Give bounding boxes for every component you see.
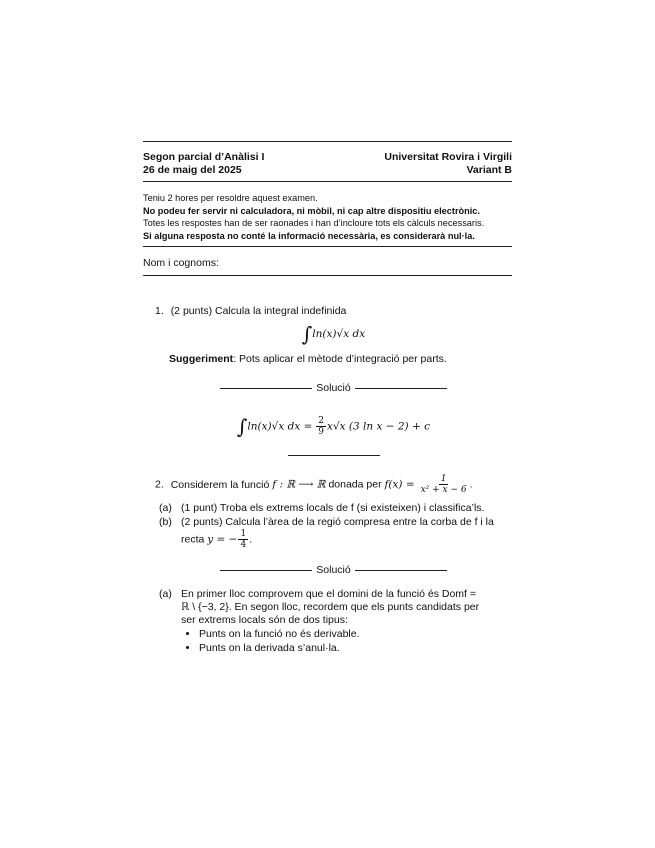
q2-number: 2.	[155, 478, 164, 491]
q2-solution-divider	[155, 564, 512, 576]
q2-b-label: (b)	[159, 516, 172, 529]
divider-right	[355, 570, 447, 571]
divider-left	[220, 570, 312, 571]
q1-integral	[155, 322, 512, 347]
name-rule	[143, 275, 512, 276]
q1-result-lhs: ln(x)√x dx =	[247, 420, 313, 433]
instruction-1: Teniu 2 hores per resoldre aquest examen.	[143, 193, 318, 203]
q1-frac-num: 2	[318, 416, 325, 427]
q1-solution-divider	[155, 382, 512, 394]
q1-solution-label: Solució	[316, 382, 351, 395]
instructions	[143, 192, 512, 242]
q2-b-eq: y = −	[207, 533, 238, 546]
question-2: 2. Considerem la funció f : ℝ ⟶ ℝ donada per f(x) = $\frac{1}{\text{x² + x − 6}}$ . (a) (1 punt) Troba els extrems locals de f (si existeixen) i classifica’ls. (b) (2 punts) Calcula l’àrea de la regió compresa entre la corba de f i la recta y = − $\frac{1}{4}$ . Solució (a) En primer lloc comprovem que el domini de la funció és Domf = ℝ \ {−3, 2}. En segon lloc, recordem que els punts candidats per ser extrems locals són de dos tipus: • Punts on la funció no és derivable. • Punts on la derivada s’anul·la.	[143, 474, 512, 655]
q2-b-text2: recta	[181, 533, 205, 546]
q1-hint-text: : Pots aplicar el mètode d’integració per parts.	[233, 353, 447, 366]
q2-given: donada per	[328, 478, 382, 491]
integral-sign-icon: ∫	[301, 322, 313, 347]
exam-variant: Variant B	[466, 164, 512, 176]
q2-sa-line1: En primer lloc comprovem que el domini de la funció és Domf =	[181, 588, 477, 601]
q2-intro: Considerem la funció	[170, 478, 270, 491]
q2-a-text: (1 punt) Troba els extrems locals de f (si existeixen) i classifica’ls.	[181, 502, 485, 515]
q2-fx: f(x) =	[384, 478, 415, 491]
q2-frac-den: x² + x − 6	[420, 485, 467, 496]
q1-result-rhs: x√x (3 ln x − 2) + c	[327, 420, 431, 433]
q2-bullet-list	[181, 627, 479, 655]
q2-a-label: (a)	[159, 502, 172, 515]
q2-solution-a	[155, 588, 512, 655]
q2-b-text1: (2 punts) Calcula l’àrea de la regió compresa entre la corba de f i la	[181, 516, 494, 529]
q2-solution-label: Solució	[316, 564, 351, 577]
header-rule	[143, 181, 512, 182]
exam-date: 26 de maig del 2025	[143, 164, 242, 176]
divider-left	[220, 388, 312, 389]
q2-sa-label: (a)	[159, 588, 172, 601]
q2-fdef: f : ℝ ⟶ ℝ	[272, 478, 326, 491]
q2-sa-line2: ℝ \ {−3, 2}. En segon lloc, recordem que els punts candidats per	[181, 601, 480, 614]
q2-b-frac-den: 4	[240, 540, 247, 551]
q1-result	[155, 416, 512, 437]
instruction-3: Totes les respostes han de ser raonades i han d’incloure tots els càlculs necessaris.	[143, 218, 485, 229]
q2-part-b: (b) (2 punts) Calcula l’àrea de la regió compresa entre la corba de f i la recta y = − $\frac{1}{4}$ .	[159, 516, 494, 551]
university-name: Universitat Rovira i Virgili	[384, 151, 512, 163]
name-field[interactable]	[143, 256, 512, 270]
top-rule	[143, 141, 512, 142]
question-1	[143, 304, 512, 456]
exam-title: Segon parcial d’Anàlisi I	[143, 151, 265, 163]
header-row-2	[143, 164, 512, 177]
q2-part-a	[155, 501, 512, 515]
q1-result-fraction	[316, 416, 326, 437]
name-field-label: Nom i cognoms:	[143, 257, 219, 270]
q2-sa-line3: ser extrems locals són de dos tipus:	[181, 614, 348, 627]
instruction-4: Si alguna resposta no conté la informació necessària, es considerarà nul·la.	[143, 230, 475, 241]
q1-integrand: ln(x)√x dx	[312, 328, 366, 341]
integral-sign-icon: ∫	[236, 414, 248, 439]
q2-bullet-1: • Punts on la funció no és derivable.	[199, 627, 479, 641]
q2-bullet-2: • Punts on la derivada s’anul·la.	[199, 641, 479, 655]
instructions-rule	[143, 246, 512, 247]
q2-fraction	[419, 474, 469, 495]
q1-number: 1.	[155, 305, 164, 318]
q2-b-frac-num: 1	[240, 529, 247, 540]
q1-text: (2 punts) Calcula la integral indefinida	[170, 305, 347, 318]
exam-page	[143, 141, 512, 655]
q1-hint	[155, 352, 512, 366]
q1-end-rule	[288, 455, 380, 456]
q1-frac-den: 9	[318, 427, 325, 438]
q2-frac-num: 1	[440, 474, 447, 485]
q2-b-fraction	[238, 529, 248, 550]
divider-right	[355, 388, 447, 389]
header-row-1	[143, 151, 512, 164]
q1-hint-label: Suggeriment	[169, 353, 234, 366]
instruction-2: No podeu fer servir ni calculadora, ni mòbil, ni cap altre dispositiu electrònic.	[143, 205, 480, 216]
